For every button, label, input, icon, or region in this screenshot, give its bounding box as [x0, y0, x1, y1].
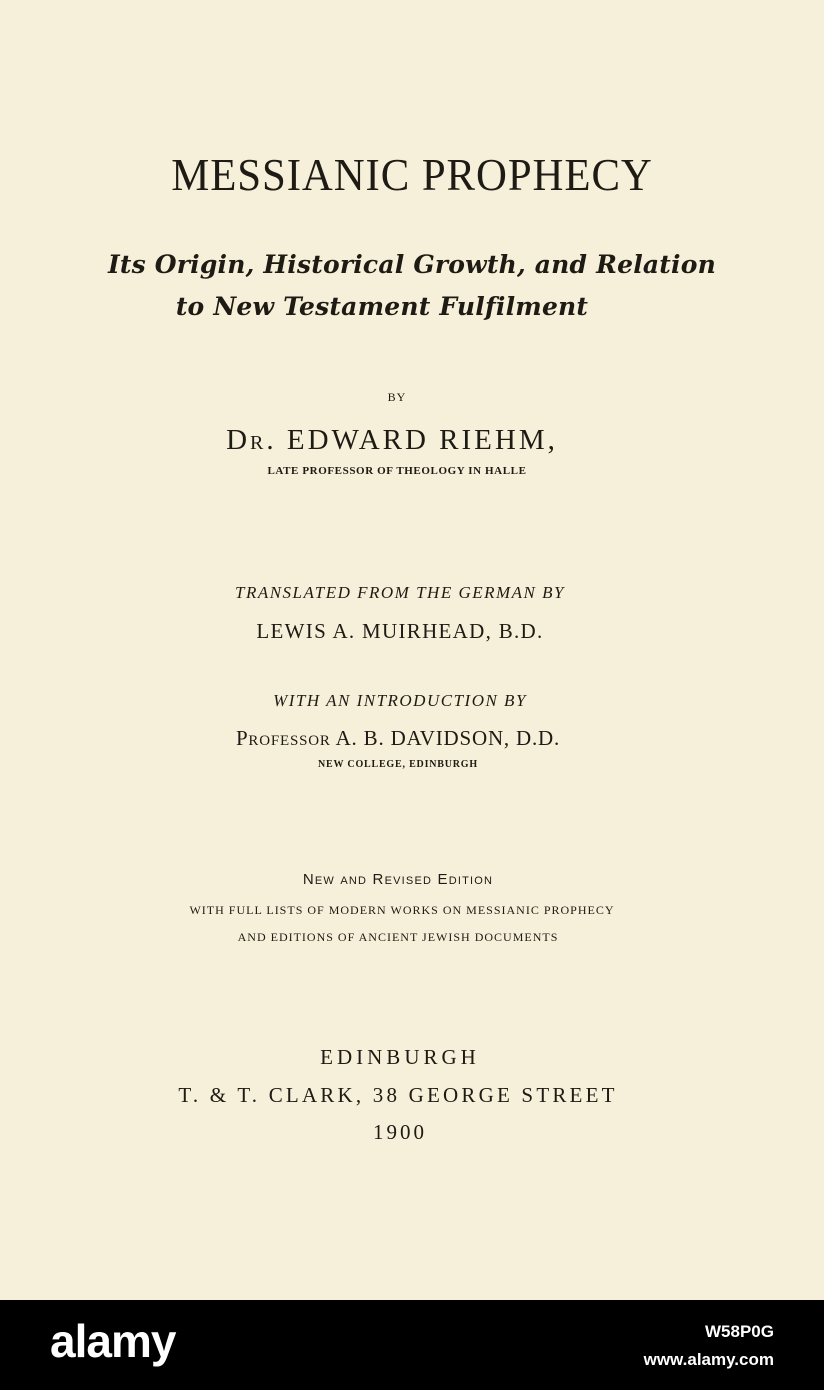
- full-lists-note: WITH FULL LISTS OF MODERN WORKS ON MESSIANIC PROPHECY: [189, 903, 615, 917]
- translated-by-label: TRANSLATED FROM THE GERMAN BY: [235, 583, 565, 602]
- translator: LEWIS A. MUIRHEAD, B.D.: [256, 619, 544, 643]
- author-prefix: Dr.: [226, 424, 277, 456]
- professor-name: A. B. DAVIDSON, D.D.: [335, 726, 561, 750]
- book-title: MESSIANIC PROPHECY: [171, 149, 653, 200]
- college: NEW COLLEGE, EDINBURGH: [318, 759, 478, 770]
- footer-url: www.alamy.com: [643, 1350, 774, 1369]
- subtitle-line-2: to New Testament Fulfilment: [175, 292, 589, 321]
- publication-year: 1900: [373, 1120, 427, 1144]
- author-note: LATE PROFESSOR OF THEOLOGY IN HALLE: [267, 465, 527, 477]
- introduction-by-label: WITH AN INTRODUCTION BY: [273, 691, 527, 710]
- edition: New and Revised Edition: [302, 871, 494, 888]
- alamy-logo: alamy: [50, 1315, 176, 1367]
- introducer: [0, 726, 810, 751]
- publisher: T. & T. CLARK, 38 GEORGE STREET: [178, 1083, 618, 1107]
- author: [0, 424, 804, 457]
- stock-footer: [0, 1300, 824, 1390]
- editions-note: AND EDITIONS OF ANCIENT JEWISH DOCUMENTS: [237, 930, 559, 944]
- subtitle-line-1: Its Origin, Historical Growth, and Relation: [107, 250, 716, 279]
- image-code: W58P0G: [705, 1322, 774, 1341]
- by-label: BY: [387, 390, 407, 404]
- author-name: EDWARD RIEHM,: [286, 424, 558, 456]
- publication-city: EDINBURGH: [320, 1045, 480, 1069]
- professor-prefix: Professor: [235, 726, 331, 750]
